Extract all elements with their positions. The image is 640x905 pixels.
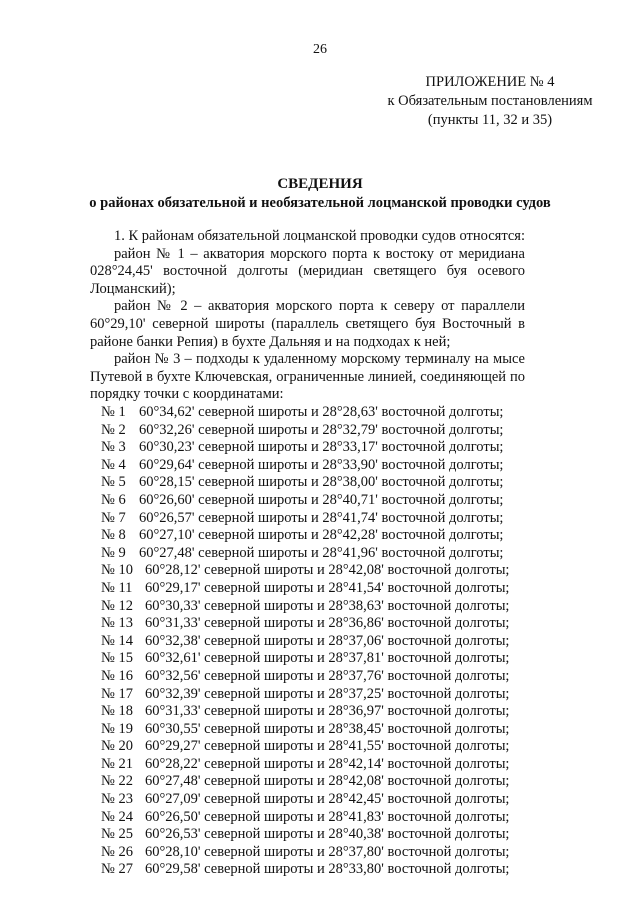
coordinate-row [101,545,531,563]
coordinate-row [101,686,531,704]
coordinate-row [101,633,531,651]
point-coordinates: 60°32,26' северной широты и 28°32,79' восточной долготы; [139,421,504,438]
point-coordinates: 60°34,62' северной широты и 28°28,63' восточной долготы; [139,404,504,420]
coordinate-row [101,738,531,756]
point-coordinates: 60°27,48' северной широты и 28°41,96' восточной долготы; [139,544,504,561]
coordinate-row [101,826,531,844]
document-subtitle: о районах обязательной и необязательной лоцманской проводки судов [89,195,551,211]
point-number: № 20 [101,738,133,755]
coordinate-list [101,404,531,879]
coordinate-row [101,580,531,598]
body-text [90,228,525,404]
coordinate-row [101,439,531,457]
point-coordinates: 60°29,58' северной широты и 28°33,80' восточной долготы; [145,861,510,878]
point-coordinates: 60°29,17' северной широты и 28°41,54' восточной долготы; [145,579,510,596]
point-coordinates: 60°31,33' северной широты и 28°36,86' восточной долготы; [145,615,510,632]
point-number: № 5 [101,474,126,491]
point-coordinates: 60°27,10' северной широты и 28°42,28' восточной долготы; [139,527,504,544]
coordinate-row [101,703,531,721]
point-number: № 12 [101,597,133,614]
coordinate-row [101,598,531,616]
point-coordinates: 60°27,09' северной широты и 28°42,45' восточной долготы; [145,791,510,808]
coordinate-row [101,422,531,440]
coordinate-row [101,510,531,528]
point-coordinates: 60°32,56' северной широты и 28°37,76' восточной долготы; [145,667,510,684]
point-coordinates: 60°30,33' северной широты и 28°38,63' восточной долготы; [145,597,510,614]
point-number: № 19 [101,720,133,737]
coordinate-row [101,844,531,862]
coordinate-row [101,721,531,739]
paragraph: 1. К районам обязательной лоцманской проводки судов относятся: [114,228,525,244]
point-coordinates: 60°32,38' северной широты и 28°37,06' восточной долготы; [145,632,510,649]
point-number: № 17 [101,685,133,702]
coordinate-row [101,492,531,510]
appendix-title: ПРИЛОЖЕНИЕ № 4 [425,74,555,90]
point-number: № 11 [101,579,133,596]
coordinate-row [101,809,531,827]
point-number: № 10 [101,562,133,579]
point-coordinates: 60°26,57' северной широты и 28°41,74' восточной долготы; [139,509,504,526]
point-number: № 25 [101,826,133,843]
appendix-reference: к Обязательным постановлениям [387,93,593,109]
coordinate-row [101,861,531,879]
coordinate-row [101,756,531,774]
point-number: № 15 [101,650,133,667]
appendix-clauses: (пункты 11, 32 и 35) [427,112,553,128]
coordinate-row [101,474,531,492]
paragraph: район № 3 – подходы к удаленному морскому терминалу на мысе Путевой в бухте Ключевская, ограниченные линией, соединяющей по порядку точки с координатами: [90,351,525,403]
coordinate-row [101,650,531,668]
point-coordinates: 60°30,55' северной широты и 28°38,45' восточной долготы; [145,720,510,737]
point-coordinates: 60°31,33' северной широты и 28°36,97' восточной долготы; [145,703,510,720]
point-number: № 6 [101,491,126,508]
point-number: № 24 [101,808,133,825]
point-number: № 7 [101,509,126,526]
point-number: № 9 [101,544,126,561]
coordinate-row [101,404,531,422]
point-coordinates: 60°32,61' северной широты и 28°37,81' восточной долготы; [145,650,510,667]
point-number: № 14 [101,632,133,649]
coordinate-row [101,791,531,809]
point-number: № 13 [101,615,133,632]
point-number: № 2 [101,421,126,438]
coordinate-row [101,527,531,545]
point-number: № 1 [101,404,126,420]
coordinate-row [101,562,531,580]
point-number: № 22 [101,773,133,790]
point-coordinates: 60°30,23' северной широты и 28°33,17' восточной долготы; [139,439,504,456]
page-number: 26 [313,42,327,57]
point-number: № 26 [101,843,133,860]
coordinate-row [101,457,531,475]
coordinate-row [101,615,531,633]
point-coordinates: 60°28,22' северной широты и 28°42,14' восточной долготы; [145,755,510,772]
point-number: № 23 [101,791,133,808]
point-coordinates: 60°28,10' северной широты и 28°37,80' восточной долготы; [145,843,510,860]
point-coordinates: 60°32,39' северной широты и 28°37,25' восточной долготы; [145,685,510,702]
point-coordinates: 60°28,12' северной широты и 28°42,08' восточной долготы; [145,562,510,579]
point-number: № 18 [101,703,133,720]
point-coordinates: 60°26,50' северной широты и 28°41,83' восточной долготы; [145,808,510,825]
point-coordinates: 60°29,64' северной широты и 28°33,90' восточной долготы; [139,456,504,473]
point-coordinates: 60°28,15' северной широты и 28°38,00' восточной долготы; [139,474,504,491]
point-number: № 3 [101,439,126,456]
document-title: СВЕДЕНИЯ [277,176,363,192]
point-number: № 16 [101,667,133,684]
point-coordinates: 60°26,53' северной широты и 28°40,38' восточной долготы; [145,826,510,843]
coordinate-row [101,668,531,686]
paragraph: район № 2 – акватория морского порта к северу от параллели 60°29,10' северной широты (параллель светящего буя Восточный в районе банки Репия) в бухте Дальняя и на подходах к ней; [90,298,525,350]
point-number: № 21 [101,755,133,772]
coordinate-row [101,773,531,791]
appendix-header [380,73,600,130]
point-number: № 8 [101,527,126,544]
point-number: № 4 [101,456,126,473]
point-coordinates: 60°27,48' северной широты и 28°42,08' восточной долготы; [145,773,510,790]
point-coordinates: 60°29,27' северной широты и 28°41,55' восточной долготы; [145,738,510,755]
point-coordinates: 60°26,60' северной широты и 28°40,71' восточной долготы; [139,491,504,508]
point-number: № 27 [101,861,133,878]
paragraph: район № 1 – акватория морского порта к востоку от меридиана 028°24,45' восточной долготы (меридиан светящего буя осевого Лоцманский); [90,245,525,297]
